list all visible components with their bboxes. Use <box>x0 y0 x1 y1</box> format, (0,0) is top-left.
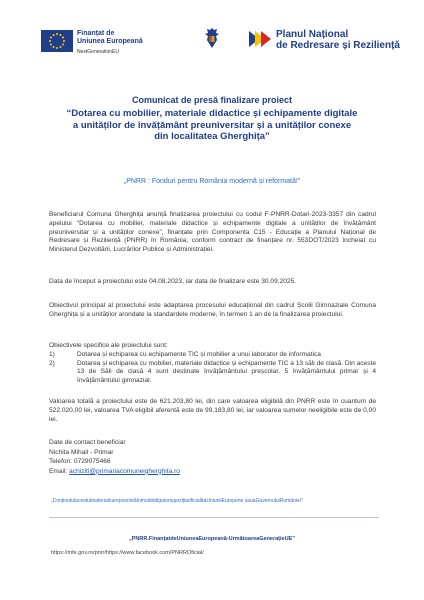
subtitle-line: a unităților de învățământ preuniversitar și a unităților conexe <box>72 119 352 131</box>
eu-star-icon <box>63 40 65 42</box>
eu-star-icon <box>56 47 58 49</box>
list-item <box>49 351 376 360</box>
eu-star-icon <box>49 40 51 42</box>
subtitle-line: din localitatea Gherghița” <box>154 131 270 142</box>
eu-logo-line1: Finanțat de <box>77 30 115 37</box>
project-subtitle <box>0 108 424 143</box>
contact-heading: Date de contact beneficiar <box>49 439 126 446</box>
pnrr-logo <box>249 29 400 51</box>
page-title: Comunicat de presă finalizare proiect <box>131 95 293 105</box>
eu-star-icon <box>60 34 62 36</box>
objectives-heading: Obiectivele specifice ale proiectului sunt: <box>49 342 168 349</box>
intro-paragraph: Beneficiarul Comuna Gherghița anunță finalizarea proiectului cu codul F-PNRR-Dotari-2023-3357 din cadrul apelului “Dotarea cu mobilier, materiale didactice și echipamente digitale a unităților de învățământ preuniversitar și a unităților conexe”, finanțate prin Componenta C15 - Educație a Planului Național de Redresare și Reziliență (PNRR) în România, conform contract de finanțare nr. 553DOT/2023 încheiat cu Ministerul Dezvoltării, Lucrărilor Publice și Administrației. <box>49 211 376 254</box>
footer-links[interactable]: https://mfe.gov.ro/pnrr/https://www.facebook.com/PNRROficial/ <box>51 550 204 556</box>
slogan: „PNRR : Fonduri pentru România modernă și reformată!” <box>123 178 301 185</box>
email-link[interactable]: achiziti@primariacomunei​gherghita.ro <box>69 467 180 475</box>
subtitle-line: “Dotarea cu mobilier, materiale didactice și echipamente digitale <box>66 108 358 119</box>
specific-objectives <box>49 342 376 386</box>
eu-flag-icon <box>41 30 73 52</box>
list-text: Dotarea și echiparea cu echipamente TIC și mobilier a unui laborator de informatica <box>77 350 321 358</box>
pnrr-arrow-mark-icon <box>249 31 271 47</box>
eu-star-icon <box>53 34 55 36</box>
list-number: 2) <box>49 359 55 367</box>
contact-email-row <box>49 467 376 477</box>
divider <box>49 517 379 518</box>
disclaimer: „ConținutulacestuimaterialnureprezintăînmodobligatoriupozițiaoficialăaUniuniiEuropene sauaGuvernuluiRomâniei” <box>51 498 303 504</box>
romanian-coat-of-arms-icon <box>205 28 219 48</box>
eu-star-icon <box>53 46 55 48</box>
list-item <box>49 360 376 386</box>
contact-name: Nichita Mihail - Primar <box>49 448 114 456</box>
contact-block <box>49 438 376 476</box>
list-number: 1) <box>49 350 55 358</box>
pnrr-logo-line2: de Redresare și Reziliență <box>276 40 400 51</box>
eu-star-icon <box>62 44 64 46</box>
value-paragraph: Valoarea totală a proiectului este de 621.203,80 lei, din care valoarea eligibilă din PNRR este în cuantum de 522.020,00 lei, valoarea TVA eligibil aferentă este de 99.183,80 lei, iar valoarea sumelor neeligibile este de 0,00 lei. <box>49 398 376 423</box>
pnrr-logo-line1: Planul Național <box>276 29 349 40</box>
main-objective-paragraph: Obiectivul principal al proiectului este adaptarea procesului educațional din cadrul Școlii Gimnaziale Comuna Gherghița și a unităților arondate la standardele moderne, în termen 1 an de la finalizarea proiectului. <box>49 302 376 318</box>
eu-star-icon <box>60 46 62 48</box>
contact-phone: Telefon: 0729075466 <box>49 458 111 466</box>
eu-star-icon <box>50 37 52 39</box>
eu-star-icon <box>50 44 52 46</box>
eu-star-icon <box>56 33 58 35</box>
email-label: Email: <box>49 467 68 475</box>
eu-logo-line3: NextGenerationEU <box>77 49 119 55</box>
footer-tagline: „PNRR.FinanțatdeUniuneaEuropeană-UrmătoareaGenerațieUE” <box>129 536 295 542</box>
eu-logo-line2: Uniunea Europeană <box>77 38 143 45</box>
eu-star-icon <box>62 37 64 39</box>
eu-funding-logo <box>41 30 143 56</box>
list-text: Dotarea și echiparea cu mobilier, materiale didactice și echipamente TIC a 13 săli de clasă. Din aceste 13 de Săli de clasă 4 sunt destinate învățământului preșcolar, 5 învățământului primar și 4 învățământului gimnazial. <box>77 359 376 385</box>
dates-paragraph: Data de început a proiectului este 04.08.2023, iar data de finalizare este 30.09.2025. <box>49 278 297 285</box>
